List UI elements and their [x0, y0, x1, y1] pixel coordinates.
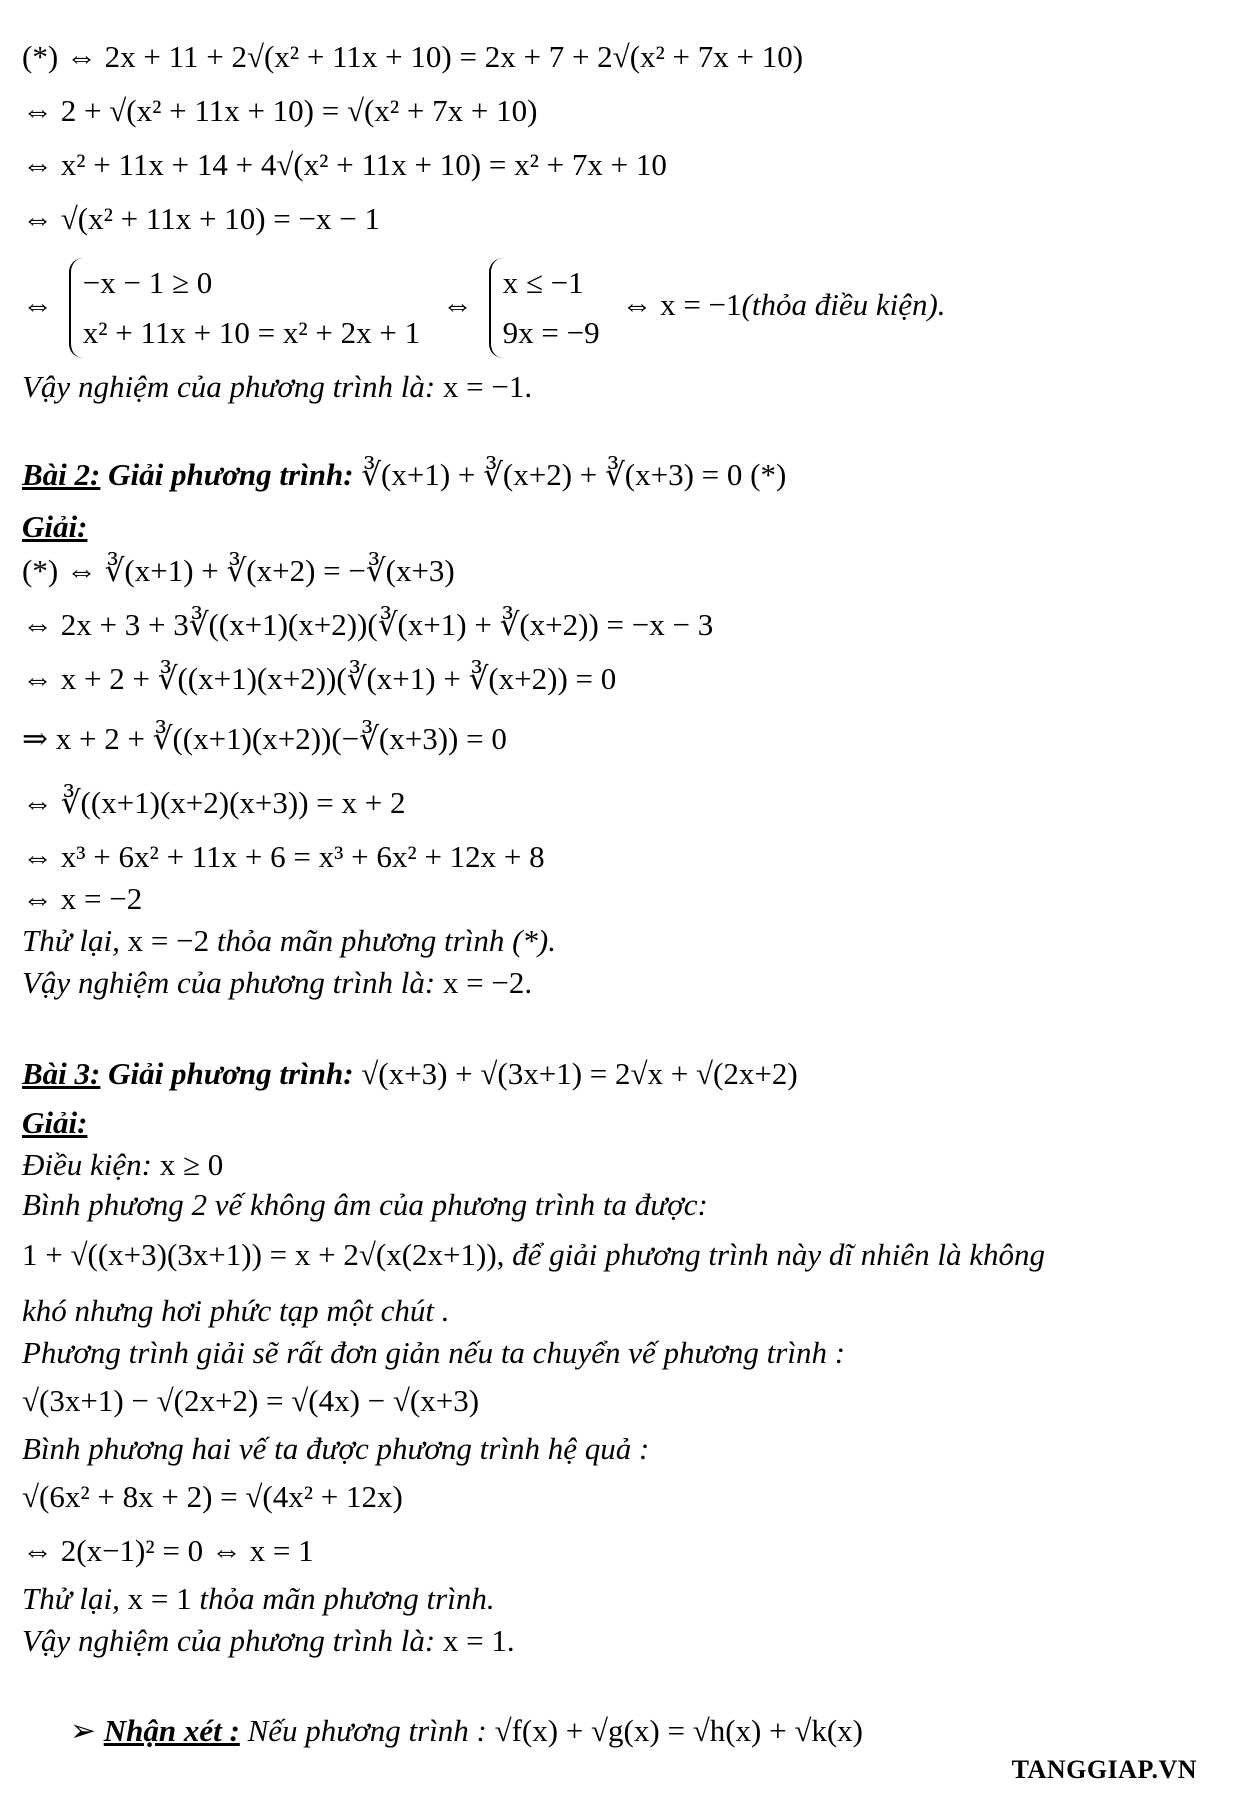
bai3-eq-squared: √(6x² + 8x + 2) = √(4x² + 12x)	[22, 1479, 403, 1514]
bai3-simple-text: Phương trình giải sẽ rất đơn giản nếu ta chuyển vế phương trình :	[22, 1335, 846, 1370]
math-text: ⇔ x² + 11x + 14 + 4√(x² + 11x + 10) = x² + 7x + 10	[22, 147, 667, 182]
exercise-label: Bài 3:	[22, 1056, 101, 1091]
math-text: ⇔ 2 + √(x² + 11x + 10) = √(x² + 7x + 10)	[22, 93, 538, 128]
equiv-symbol: ⇔	[22, 287, 53, 323]
step-line-3	[22, 146, 667, 184]
bai3-solution-label: Giải:	[22, 1105, 88, 1140]
check-text-2: thỏa mãn phương trình.	[199, 1581, 495, 1616]
bai2-step-6: ⇔ x³ + 6x² + 11x + 6 = x³ + 6x² + 12x + 8	[22, 839, 545, 874]
exercise-label: Bài 2:	[22, 457, 101, 492]
remark-label: Nhận xét :	[103, 1713, 240, 1748]
bai2-step-4: ⇒ x + 2 + ∛((x+1)(x+2))(−∛(x+3)) = 0	[22, 721, 507, 756]
system-1-row-2: x² + 11x + 10 = x² + 2x + 1	[82, 315, 421, 350]
step-line-1	[22, 38, 803, 76]
bai2-conclusion	[22, 964, 532, 1002]
bai3-eq-long	[22, 1236, 1045, 1274]
system-2-row-1: x ≤ −1	[502, 265, 584, 300]
bai3-square2-text: Bình phương hai vế ta được phương trình hệ quả :	[22, 1431, 650, 1466]
exercise-heading: Giải phương trình:	[108, 1056, 354, 1091]
system-1-row-1: −x − 1 ≥ 0	[82, 265, 213, 300]
bai3-eq-moved: √(3x+1) − √(2x+2) = √(4x) − √(x+3)	[22, 1383, 480, 1418]
bai3-eq-final: ⇔ 2(x−1)² = 0 ⇔ x = 1	[22, 1533, 314, 1568]
math-text: 1 + √((x+3)(3x+1)) = x + 2√(x(2x+1)),	[22, 1237, 505, 1272]
remark-formula: √f(x) + √g(x) = √h(x) + √k(x)	[494, 1713, 863, 1748]
check-text-2: thỏa mãn phương trình (*).	[216, 923, 556, 958]
system-2	[489, 258, 600, 358]
arrow-bullet-icon: ➢	[70, 1713, 96, 1748]
remark-text: Nếu phương trình :	[247, 1713, 487, 1748]
exercise-heading: Giải phương trình:	[108, 457, 354, 492]
check-value: x = −2	[127, 923, 210, 958]
condition-label: Điều kiện:	[22, 1147, 152, 1182]
bai3-eq-note-2: khó nhưng hơi phức tạp một chút .	[22, 1293, 450, 1328]
system-1	[69, 258, 420, 358]
conclusion-value: x = −1.	[442, 369, 533, 404]
bai2-step-1: (*) ⇔ ∛(x+1) + ∛(x+2) = −∛(x+3)	[22, 553, 455, 588]
eq-note: để giải phương trình này dĩ nhiên là không	[512, 1237, 1046, 1272]
bai2-step-7: ⇔ x = −2	[22, 881, 143, 916]
check-text: Thử lại,	[22, 923, 120, 958]
math-text: (*) ⇔ 2x + 11 + 2√(x² + 11x + 10) = 2x + 7 + 2√(x² + 7x + 10)	[22, 39, 804, 74]
bai3-check	[22, 1580, 495, 1618]
bai2-title	[22, 456, 786, 494]
step-line-4	[22, 200, 380, 238]
condition-value: x ≥ 0	[159, 1147, 224, 1182]
exercise-equation: √(x+3) + √(3x+1) = 2√x + √(2x+2)	[361, 1056, 798, 1091]
step-line-2	[22, 92, 537, 130]
bai3-conclusion	[22, 1622, 515, 1660]
bai3-title	[22, 1055, 798, 1093]
check-text: Thử lại,	[22, 1581, 120, 1616]
bai3-square-text: Bình phương 2 vế không âm của phương trình ta được:	[22, 1187, 708, 1222]
conclusion-text: Vậy nghiệm của phương trình là:	[22, 965, 436, 1000]
system-2-row-2: 9x = −9	[502, 315, 600, 350]
bai2-solution-label: Giải:	[22, 509, 88, 544]
conclusion-value: x = 1.	[442, 1623, 515, 1658]
bai2-step-2: ⇔ 2x + 3 + 3∛((x+1)(x+2))(∛(x+1) + ∛(x+2)) = −x − 3	[22, 607, 714, 642]
bai2-check	[22, 922, 556, 960]
exercise-equation: ∛(x+1) + ∛(x+2) + ∛(x+3) = 0 (*)	[361, 457, 787, 492]
remark-line	[70, 1712, 863, 1750]
bai3-condition	[22, 1146, 223, 1184]
bai2-step-5: ⇔ ∛((x+1)(x+2)(x+3)) = x + 2	[22, 785, 406, 820]
conclusion-text: Vậy nghiệm của phương trình là:	[22, 1623, 436, 1658]
bai2-step-3: ⇔ x + 2 + ∛((x+1)(x+2))(∛(x+1) + ∛(x+2)) = 0	[22, 661, 617, 696]
system-note: (thỏa điều kiện).	[741, 287, 946, 323]
equiv-symbol: ⇔	[441, 287, 473, 323]
part1-conclusion	[22, 368, 532, 406]
system-result: ⇔ x = −1	[621, 287, 742, 323]
conclusion-value: x = −2.	[442, 965, 533, 1000]
footer-brand: TANGGIAP.VN	[1011, 1755, 1197, 1784]
check-value: x = 1	[127, 1581, 192, 1616]
system-line	[22, 258, 946, 358]
math-text: ⇔ √(x² + 11x + 10) = −x − 1	[22, 201, 380, 236]
conclusion-text: Vậy nghiệm của phương trình là:	[22, 369, 436, 404]
